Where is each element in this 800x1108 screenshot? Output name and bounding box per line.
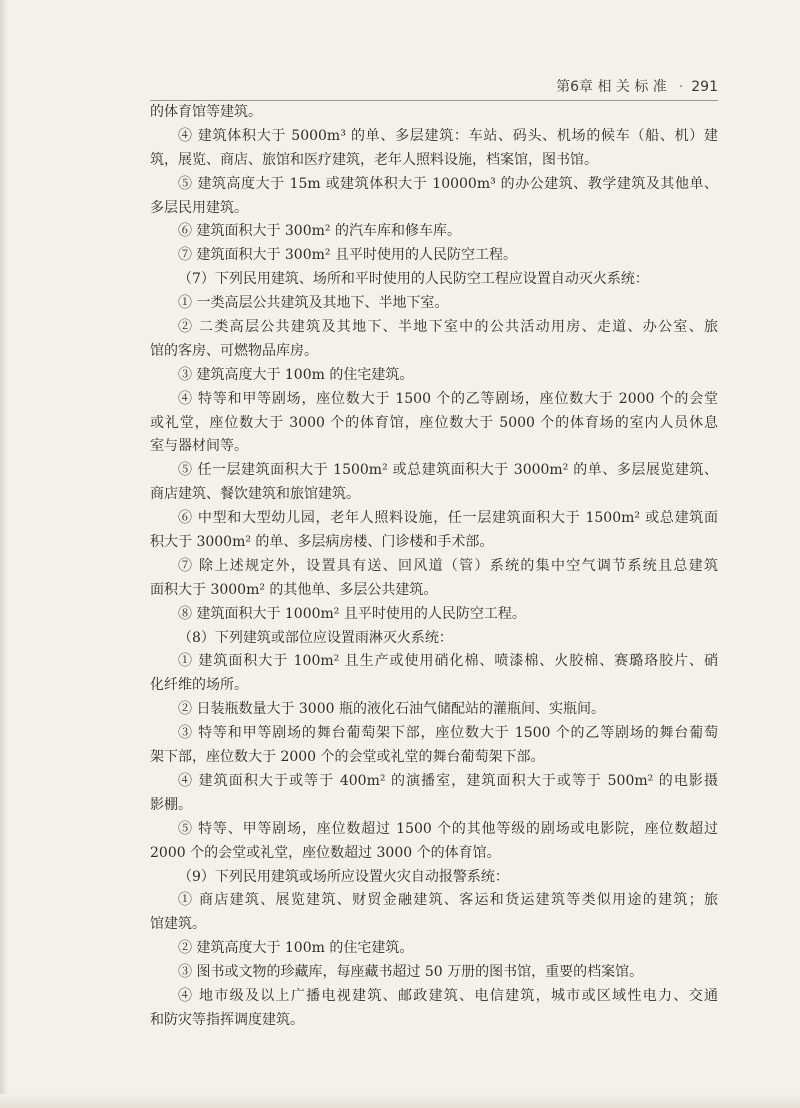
text-line: 多层民用建筑。 (150, 199, 248, 216)
text-line: ① 建筑面积大于 100m² 且生产或使用硝化棉、喷漆棉、火胶棉、赛璐珞胶片、硝 (178, 653, 718, 670)
chapter-title: 第6章 相 关 标 准 (556, 79, 667, 95)
text-line: ⑦ 除上述规定外，设置具有送、回风道（管）系统的集中空气调节系统且总建筑 (178, 557, 718, 574)
body-text (150, 101, 718, 1033)
text-line: 面积大于 3000m² 的其他单、多层公共建筑。 (150, 581, 438, 598)
text-line: ② 二类高层公共建筑及其地下、半地下室中的公共活动用房、走道、办公室、旅 (178, 319, 718, 336)
text-line: 架下部，座位数大于 2000 个的会堂或礼堂的舞台葡萄架下部。 (150, 749, 545, 766)
text-line: ② 建筑高度大于 100m 的住宅建筑。 (178, 940, 414, 957)
text-line: （7）下列民用建筑、场所和平时使用的人民防空工程应设置自动灭火系统： (178, 271, 649, 288)
text-line: ⑤ 特等、甲等剧场，座位数超过 1500 个的其他等级的剧场或电影院，座位数超过 (178, 820, 718, 837)
text-line: ③ 特等和甲等剧场的舞台葡萄架下部，座位数大于 1500 个的乙等剧场的舞台葡萄 (178, 725, 718, 742)
text-line: ⑥ 中型和大型幼儿园，老年人照料设施，任一层建筑面积大于 1500m² 或总建筑面 (178, 510, 718, 527)
text-line: 影棚。 (150, 796, 192, 813)
text-line: ④ 建筑体积大于 5000m³ 的单、多层建筑：车站、码头、机场的候车（船、机）建 (178, 127, 718, 144)
text-line: ④ 建筑面积大于或等于 400m² 的演播室，建筑面积大于或等于 500m² 的电影摄 (178, 772, 718, 789)
text-line: （9）下列民用建筑或场所应设置火灾自动报警系统： (178, 868, 509, 885)
header-right (556, 76, 718, 96)
header-separator: · (678, 79, 684, 95)
text-line: ④ 地市级及以上广播电视建筑、邮政建筑、电信建筑，城市或区域性电力、交通 (178, 987, 718, 1004)
text-line: ④ 特等和甲等剧场，座位数大于 1500 个的乙等剧场，座位数大于 2000 个的会堂 (178, 390, 718, 407)
text-line: ③ 图书或文物的珍藏库，每座藏书超过 50 万册的图书馆，重要的档案馆。 (178, 964, 644, 981)
text-line: 筑，展览、商店、旅馆和医疗建筑，老年人照料设施，档案馆，图书馆。 (150, 151, 598, 168)
text-line: ③ 建筑高度大于 100m 的住宅建筑。 (178, 366, 414, 383)
text-line: 积大于 3000m² 的单、多层病房楼、门诊楼和手术部。 (150, 534, 494, 551)
text-line: 化纤维的场所。 (150, 677, 248, 694)
text-line: ⑦ 建筑面积大于 300m² 且平时使用的人民防空工程。 (178, 247, 517, 264)
text-line: 馆建筑。 (150, 916, 206, 933)
text-line: 商店建筑、餐饮建筑和旅馆建筑。 (150, 486, 360, 503)
text-line: ① 商店建筑、展览建筑、财贸金融建筑、客运和货运建筑等类似用途的建筑；旅 (178, 892, 718, 909)
text-line: 的体育馆等建筑。 (150, 104, 262, 120)
text-line: ⑥ 建筑面积大于 300m² 的汽车库和修车库。 (178, 223, 461, 240)
text-line: 或礼堂，座位数大于 3000 个的体育馆，座位数大于 5000 个的体育场的室内人员休息 (150, 414, 718, 431)
text-line: ① 一类高层公共建筑及其地下、半地下室。 (178, 295, 449, 312)
running-header (150, 70, 718, 101)
text-line: 2000 个的会堂或礼堂，座位数超过 3000 个的体育馆。 (150, 844, 501, 861)
page-number: 291 (691, 79, 718, 95)
text-line: 馆的客房、可燃物品库房。 (150, 342, 318, 359)
text-line: 和防灾等指挥调度建筑。 (150, 1011, 304, 1028)
text-line: ⑤ 建筑高度大于 15m 或建筑体积大于 10000m³ 的办公建筑、教学建筑及其他单、 (178, 175, 718, 192)
text-line: ② 日装瓶数量大于 3000 瓶的液化石油气储配站的灌瓶间、实瓶间。 (178, 701, 605, 718)
page-edge-shadow (0, 0, 8, 1108)
text-line: （8）下列建筑或部位应设置雨淋灭火系统： (178, 629, 453, 646)
text-line: ⑧ 建筑面积大于 1000m² 且平时使用的人民防空工程。 (178, 605, 526, 622)
text-line: ⑤ 任一层建筑面积大于 1500m² 或总建筑面积大于 3000m² 的单、多层展览建筑、 (178, 462, 718, 479)
page-bottom-shadow (0, 1094, 800, 1108)
text-line: 室与器材间等。 (150, 438, 248, 455)
